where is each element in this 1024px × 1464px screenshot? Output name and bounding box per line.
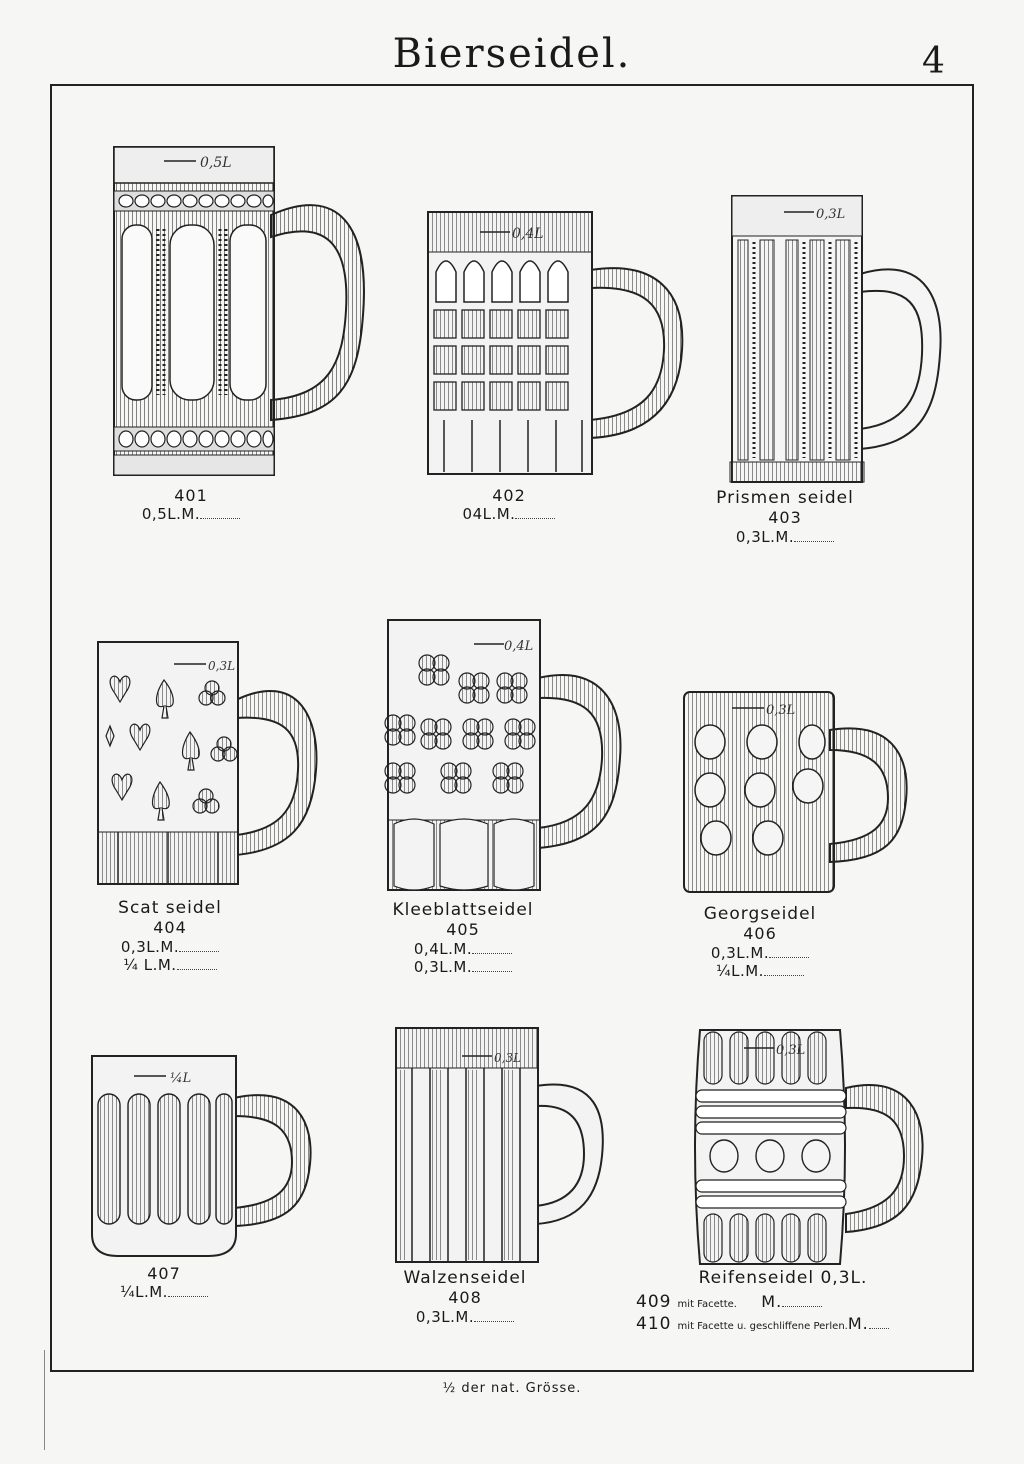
mug-405-capacity-2: 0,3L.M. (413, 957, 473, 976)
mug-406-number: 406 (743, 924, 777, 944)
mug-410-suffix: M. (847, 1314, 869, 1333)
mug-410-desc: mit Facette u. geschliffene Perlen. (677, 1321, 848, 1332)
mug-408-capacity: 0,3L.M. (415, 1307, 475, 1326)
mug-404-name: Scat seidel (118, 898, 222, 918)
mug-406-marking: 0,3L (766, 703, 796, 718)
mug-406-capacity-1: 0,3L.M. (710, 943, 770, 962)
mug-409-name-label (688, 1268, 878, 1288)
mug-406-label (690, 904, 830, 980)
scale-note: ½ der nat. Grösse. (442, 1381, 582, 1396)
mug-405-illustration (384, 618, 624, 896)
mug-404-capacity-line-1 (100, 938, 240, 956)
mug-403-illustration (728, 194, 944, 486)
mug-401-number: 401 (174, 486, 208, 505)
mug-401-label (136, 486, 246, 523)
mug-407-capacity-line (104, 1283, 224, 1301)
mug-404-capacity-line-2 (100, 956, 240, 974)
mug-407-marking: ¼L (170, 1071, 192, 1086)
mug-404-capacity-2: ¼ L.M. (123, 955, 177, 974)
mug-401-marking: 0,5L (200, 155, 232, 171)
mug-403-marking: 0,3L (816, 207, 846, 222)
mug-406-name: Georgseidel (703, 904, 817, 924)
mug-410-number: 410 (636, 1314, 672, 1334)
mug-401-capacity-line (136, 505, 246, 523)
mug-407-label (104, 1264, 224, 1301)
page-title: Bierseidel. (392, 31, 632, 77)
mug-402-illustration (424, 210, 686, 480)
mug-407-illustration (88, 1054, 314, 1260)
mug-403-label (690, 488, 880, 546)
mug-402-label (454, 486, 564, 523)
mug-403-capacity-line (690, 528, 880, 546)
mug-409-marking: 0,3L (776, 1043, 806, 1058)
mug-403-name: Prismen seidel (716, 488, 854, 508)
mug-406-illustration (680, 690, 910, 896)
mug-410-line (636, 1314, 956, 1334)
mug-409-line (636, 1292, 936, 1312)
mug-402-capacity: 04L.M. (462, 505, 516, 524)
mug-408-illustration (392, 1026, 606, 1266)
mug-406-capacity-2: ¼L.M. (716, 961, 764, 980)
mug-403-number: 403 (768, 508, 802, 528)
mug-405-label (388, 900, 538, 976)
mug-405-capacity-line-2 (388, 958, 538, 976)
mug-403-capacity: 0,3L.M. (735, 527, 795, 546)
mug-408-capacity-line (390, 1308, 540, 1326)
margin-line (44, 1350, 45, 1450)
price-blank (474, 1320, 514, 1322)
mug-402-number: 402 (492, 486, 526, 505)
mug-404-marking: 0,3L (208, 659, 236, 673)
mug-405-capacity-1: 0,4L.M. (413, 939, 473, 958)
mug-404-label (100, 898, 240, 974)
price-blank (472, 952, 512, 954)
mug-402-marking: 0,4L (512, 226, 544, 242)
mug-406-capacity-line-2 (690, 962, 830, 980)
mug-409-number: 409 (636, 1292, 672, 1312)
mug-409-name: Reifenseidel 0,3L. (698, 1268, 868, 1288)
mug-404-number: 404 (153, 918, 187, 938)
mug-407-number: 407 (147, 1264, 181, 1283)
mug-408-number: 408 (448, 1288, 482, 1308)
price-blank (168, 1295, 208, 1297)
price-blank (794, 540, 834, 542)
mug-409-desc: mit Facette. (677, 1299, 737, 1310)
price-blank (472, 970, 512, 972)
mug-405-number: 405 (446, 920, 480, 940)
mug-401-capacity: 0,5L.M. (141, 505, 201, 524)
price-blank (764, 974, 804, 976)
price-blank (200, 517, 240, 519)
mug-405-marking: 0,4L (504, 639, 534, 654)
mug-408-name: Walzenseidel (403, 1268, 527, 1288)
page-number: 4 (922, 41, 945, 82)
price-blank (177, 968, 217, 970)
mug-408-label (390, 1268, 540, 1326)
mug-405-capacity-line-1 (388, 940, 538, 958)
mug-404-illustration (94, 640, 320, 890)
price-blank (782, 1305, 822, 1307)
mug-402-capacity-line (454, 505, 564, 523)
mug-406-capacity-line-1 (690, 944, 830, 962)
price-blank (769, 956, 809, 958)
mug-404-capacity-1: 0,3L.M. (120, 937, 180, 956)
price-blank (515, 517, 555, 519)
price-blank (869, 1327, 889, 1329)
mug-405-name: Kleeblattseidel (392, 900, 534, 920)
price-blank (179, 950, 219, 952)
mug-401-illustration (108, 145, 370, 480)
mug-409-suffix: M. (761, 1292, 783, 1311)
mug-408-marking: 0,3L (494, 1051, 522, 1065)
mug-409-illustration (690, 1028, 926, 1268)
mug-407-capacity: ¼L.M. (120, 1283, 168, 1302)
